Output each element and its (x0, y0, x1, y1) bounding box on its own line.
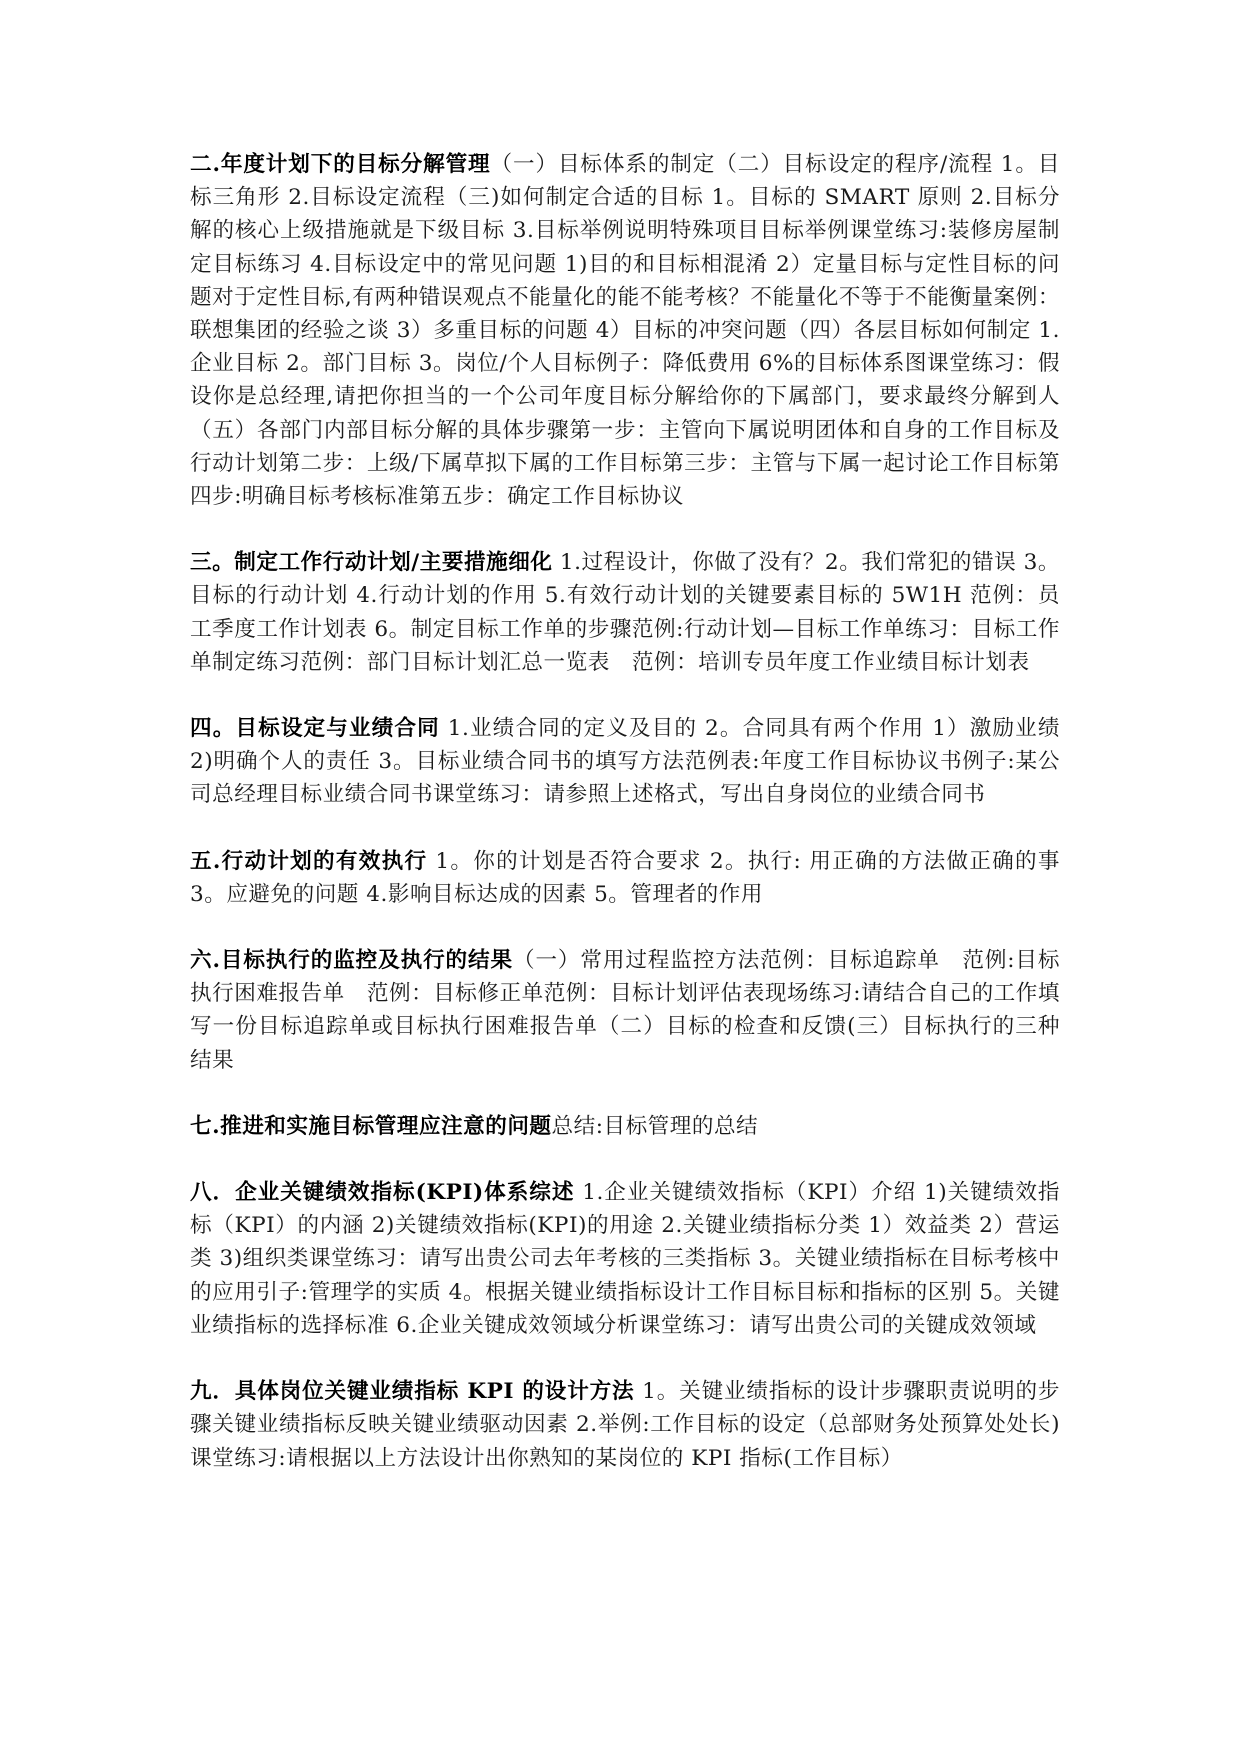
section-3-title: 三。制定工作行动计划/主要措施细化 (190, 550, 553, 576)
section-9-body: 1。关键业绩指标的设计步骤职责说明的步骤关键业绩指标反映关键业绩驱动因素 2.举例:工作目标的设定（总部财务处预算处处长)课堂练习:请根据以上方法设计出你熟知的某岗位的 KPI 指标(工作目标） (190, 1379, 1060, 1471)
section-5 (190, 845, 1060, 911)
section-6-title: 六.目标执行的监控及执行的结果 (190, 948, 513, 974)
section-9 (190, 1375, 1060, 1475)
section-6 (190, 944, 1060, 1077)
section-2-title: 二.年度计划下的目标分解管理 (190, 152, 491, 177)
section-3 (190, 546, 1060, 679)
section-8 (190, 1176, 1060, 1342)
section-4-body: 1.业绩合同的定义及目的 2。合同具有两个作用 1）激励业绩 2)明确个人的责任 3。目标业绩合同书的填写方法范例表:年度工作目标协议书例子:某公司总经理目标业绩合同书课堂练习：请参照上述格式，写出自身岗位的业绩合同书 (190, 716, 1060, 808)
section-4 (190, 712, 1060, 812)
section-9-title: 九．具体岗位关键业绩指标 KPI 的设计方法 (190, 1379, 635, 1405)
section-4-title: 四。目标设定与业绩合同 (190, 716, 440, 742)
section-7 (190, 1110, 1060, 1143)
section-7-title: 七.推进和实施目标管理应注意的问题 (190, 1113, 552, 1139)
section-8-title: 八．企业关键绩效指标(KPI)体系综述 (190, 1180, 575, 1206)
document-page (190, 148, 1060, 1508)
section-2-body: （一）目标体系的制定（二）目标设定的程序/流程 1。目标三角形 2.目标设定流程（三)如何制定合适的目标 1。目标的 SMART 原则 2.目标分解的核心上级措施就是下级目标 3.目标举例说明特殊项目目标举例课堂练习:装修房屋制定目标练习 4.目标设定中的常见问题 1)目的和目标相混淆 2）定量目标与定性目标的问题对于定性目标,有两种错误观点不能量化的能不能考核？不能量化不等于不能衡量案例：联想集团的经验之谈 3）多重目标的问题 4）目标的冲突问题（四）各层目标如何制定 1.企业目标 2。部门目标 3。岗位/个人目标例子：降低费用 6%的目标体系图课堂练习：假设你是总经理,请把你担当的一个公司年度目标分解给你的下属部门，要求最终分解到人（五）各部门内部目标分解的具体步骤第一步：主管向下属说明团体和自身的工作目标及行动计划第二步：上级/下属草拟下属的工作目标第三步：主管与下属一起讨论工作目标第四步:明确目标考核标准第五步：确定工作目标协议 (190, 152, 1060, 510)
section-3-body: 1.过程设计，你做了没有？2。我们常犯的错误 3。目标的行动计划 4.行动计划的作用 5.有效行动计划的关键要素目标的 5W1H 范例：员工季度工作计划表 6。制定目标工作单的步骤范例:行动计划—目标工作单练习：目标工作单制定练习范例：部门目标计划汇总一览表 范例：培训专员年度工作业绩目标计划表 (190, 550, 1061, 675)
section-2 (190, 148, 1060, 513)
section-8-body: 1.企业关键绩效指标（KPI）介绍 1)关键绩效指标（KPI）的内涵 2)关键绩效指标(KPI)的用途 2.关键业绩指标分类 1）效益类 2）营运类 3)组织类课堂练习：请写出贵公司去年考核的三类指标 3。关键业绩指标在目标考核中的应用引子:管理学的实质 4。根据关键业绩指标设计工作目标目标和指标的区别 5。关键业绩指标的选择标准 6.企业关键成效领域分析课堂练习：请写出贵公司的关键成效领域 (190, 1180, 1061, 1338)
section-5-body: 1。你的计划是否符合要求 2。执行: 用正确的方法做正确的事 3。应避免的问题 4.影响目标达成的因素 5。管理者的作用 (190, 848, 1060, 907)
section-7-body: 总结:目标管理的总结 (551, 1113, 759, 1139)
section-6-body: （一）常用过程监控方法范例：目标追踪单 范例:目标执行困难报告单 范例：目标修正单范例：目标计划评估表现场练习:请结合自己的工作填写一份目标追踪单或目标执行困难报告单（二）目标的检查和反馈(三）目标执行的三种结果 (190, 948, 1060, 1073)
section-5-title: 五.行动计划的有效执行 (190, 848, 428, 874)
